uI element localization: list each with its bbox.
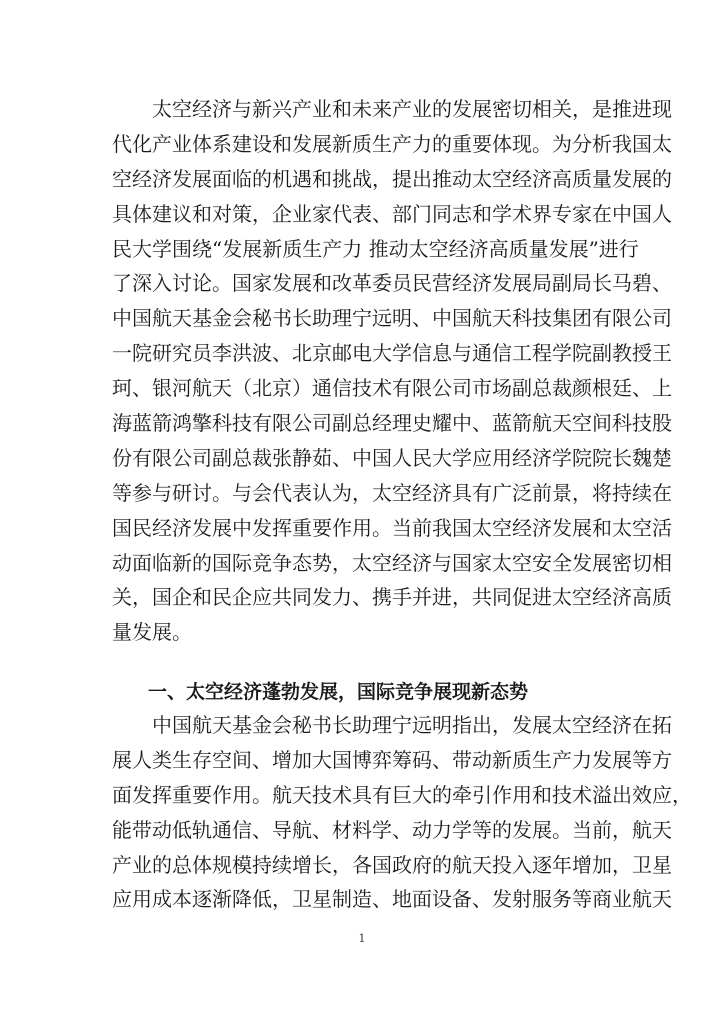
paragraph-intro [112,92,672,650]
text-line: 中国航天基金会秘书长助理宁远明、中国航天科技集团有限公司 [112,306,672,331]
page-number: 1 [358,932,366,945]
paragraph-section-1 [112,708,692,917]
text-line: 一院研究员李洪波、北京邮电大学信息与通信工程学院副教授王 [112,341,672,366]
text-line: 国民经济发展中发挥重要作用。当前我国太空经济发展和太空活 [112,515,672,540]
text-line: 太空经济与新兴产业和未来产业的发展密切相关，是推进现 [112,97,672,121]
text-line: 民大学围绕“发展新质生产力 推动太空经济高质量发展”进行 [112,236,639,261]
text-line: 等参与研讨。与会代表认为，太空经济具有广泛前景，将持续在 [112,480,672,505]
text-line: 了深入讨论。国家发展和改革委员民营经济发展局副局长马碧、 [112,271,672,296]
text-line: 份有限公司副总裁张静茹、中国人民大学应用经济学院院长魏楚 [112,445,672,470]
text-line: 量发展。 [112,620,192,645]
text-line: 空经济发展面临的机遇和挑战，提出推动太空经济高质量发展的 [112,166,672,191]
text-line: 能带动低轨通信、导航、材料学、动力学等的发展。当前，航天 [112,817,672,842]
text-line: 产业的总体规模持续增长，各国政府的航天投入逐年增加，卫星 [112,852,672,877]
text-line: 具体建议和对策，企业家代表、部门同志和学术界专家在中国人 [112,201,672,226]
text-line: 应用成本逐渐降低，卫星制造、地面设备、发射服务等商业航天 [112,887,672,912]
text-line: 海蓝箭鸿擎科技有限公司副总经理史耀中、蓝箭航天空间科技股 [112,411,672,436]
text-line: 中国航天基金会秘书长助理宁远明指出，发展太空经济在拓 [112,713,672,737]
text-line: 动面临新的国际竞争态势，太空经济与国家太空安全发展密切相 [112,550,672,575]
section-heading: 一、太空经济蓬勃发展，国际竞争展现新态势 [148,681,529,703]
text-line: 面发挥重要作用。航天技术具有巨大的牵引作用和技术溢出效应， [112,782,692,807]
text-line: 珂、银河航天（北京）通信技术有限公司市场副总裁颜根廷、上 [112,376,672,401]
text-line: 关，国企和民企应共同发力、携手并进，共同促进太空经济高质 [112,585,672,610]
text-line: 代化产业体系建设和发展新质生产力的重要体现。为分析我国太 [112,131,672,156]
text-line: 展人类生存空间、增加大国博弈筹码、带动新质生产力发展等方 [112,747,672,772]
